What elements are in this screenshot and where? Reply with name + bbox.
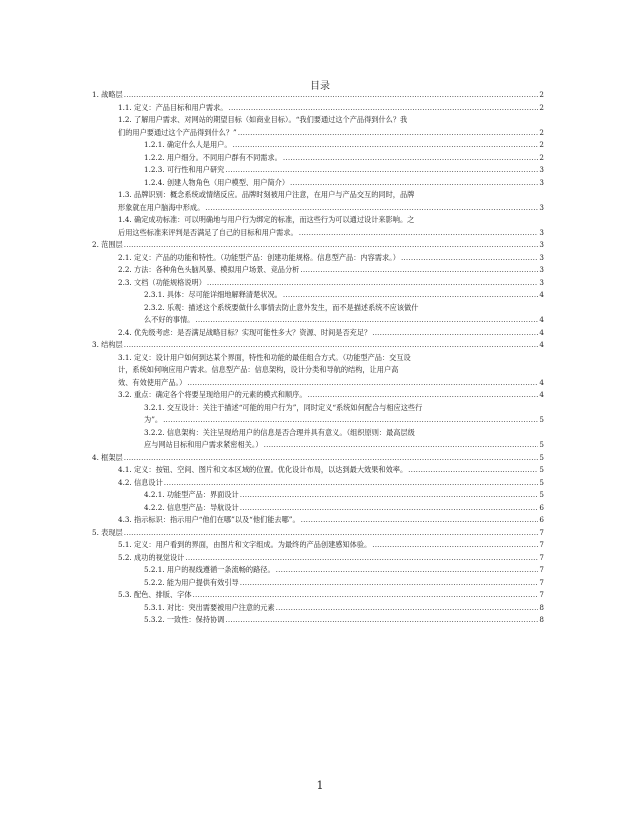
- toc-entry[interactable]: [92, 514, 544, 527]
- toc-page-number: 3: [539, 277, 544, 287]
- toc-page-number: 2: [539, 127, 544, 137]
- toc-page-number: 4: [539, 377, 544, 387]
- toc-entry[interactable]: [92, 452, 544, 465]
- toc-entry[interactable]: [92, 527, 544, 540]
- toc-leader-dots: [401, 252, 538, 265]
- toc-leader-dots: [193, 589, 539, 602]
- toc-entry[interactable]: [92, 177, 544, 190]
- toc-page-number: 5: [539, 490, 544, 499]
- toc-entry-text: 4.2.1. 功能型产品：界面设计: [144, 490, 239, 499]
- toc-entry[interactable]: [92, 189, 544, 214]
- toc-leader-dots: [207, 277, 539, 290]
- toc-entry-text: 3.1. 定义：设计用户如何到达某个界面，特性和功能的最佳组合方式。（功能型产品：交互设: [118, 352, 411, 362]
- toc-leader-dots: [308, 389, 539, 402]
- toc-entry-text: 4.3. 指示标识：指示用户“他们在哪”以及“他们能去哪”。: [118, 515, 300, 524]
- toc-page-number: 7: [539, 552, 544, 562]
- toc-entry-text: 5.2.2. 能为用户提供有效引导: [144, 577, 239, 587]
- toc-entry[interactable]: [92, 102, 544, 115]
- toc-entry-text-continued: 们的用户要通过这个产品得到什么？”: [118, 127, 237, 137]
- toc-leader-dots: [187, 377, 538, 390]
- toc-entry[interactable]: [92, 352, 544, 390]
- toc-entry-text: 4.2.2. 信息型产品：导航设计: [144, 502, 239, 512]
- toc-leader-dots: [238, 127, 539, 140]
- toc-entry-text: 5.3. 配色、排版、字体: [118, 590, 192, 599]
- toc-entry-text: 4. 框架层: [92, 452, 123, 462]
- toc-entry[interactable]: [92, 152, 544, 165]
- toc-leader-dots: [163, 414, 538, 427]
- toc-leader-dots: [301, 514, 539, 527]
- toc-leader-dots: [372, 327, 538, 340]
- toc-entry-text: 3.2. 重点：确定各个将要呈现给用户的元素的模式和顺序。: [118, 390, 307, 399]
- toc-entry-text: 5.1. 定义：用户看到的界面，由图片和文字组成。为最终的产品创建感知体验。: [118, 540, 372, 549]
- toc-leader-dots: [205, 202, 538, 215]
- toc-entry[interactable]: [92, 589, 544, 602]
- toc-leader-dots: [276, 602, 539, 615]
- toc-entry-text-continued: 为”。: [144, 415, 163, 424]
- toc-entry-text: 2.3. 文档（功能规格说明）: [118, 277, 206, 287]
- toc-title: 目录: [310, 81, 330, 92]
- toc-entry[interactable]: [92, 539, 544, 552]
- toc-entry[interactable]: [92, 489, 544, 502]
- toc-page-number: 7: [539, 565, 544, 574]
- toc-page-number: 3: [539, 227, 544, 237]
- toc-entry[interactable]: [92, 214, 544, 239]
- table-of-contents: [92, 89, 544, 627]
- toc-entry-text: 1.2.2. 用户细分。不同用户群有不同需求。: [144, 152, 282, 162]
- toc-page-number: 8: [539, 602, 544, 612]
- toc-page-number: 2: [539, 152, 544, 162]
- toc-leader-dots: [124, 452, 539, 465]
- toc-entry-text: 1. 战略层: [92, 90, 123, 99]
- toc-leader-dots: [299, 227, 539, 240]
- toc-entry[interactable]: [92, 277, 544, 290]
- toc-page-number: 5: [539, 415, 544, 424]
- toc-entry-text: 5.2. 成功的视觉设计: [118, 552, 185, 562]
- toc-entry-text: 2.3.1. 具体：尽可能详细地解释清楚状况。: [144, 290, 282, 299]
- toc-entry[interactable]: [92, 614, 544, 627]
- toc-entry[interactable]: [92, 239, 544, 252]
- toc-page-number: 3: [539, 252, 544, 262]
- toc-entry[interactable]: [92, 389, 544, 402]
- toc-leader-dots: [228, 102, 538, 115]
- toc-entry[interactable]: [92, 302, 544, 327]
- toc-leader-dots: [283, 152, 539, 165]
- toc-entry[interactable]: [92, 564, 544, 577]
- toc-page-number: 7: [539, 590, 544, 599]
- toc-page-number: 2: [539, 102, 544, 112]
- toc-leader-dots: [276, 564, 539, 577]
- toc-entry-text: 2.3.2. 乐观：描述这个系统要做什么事情去防止意外发生，而不是描述系统不应该做什: [144, 302, 419, 312]
- toc-entry-text-continued: 计，系统如何响应用户需求。信息型产品：信息架构，设计分类和导航的结构，让用户高: [118, 365, 399, 374]
- toc-leader-dots: [124, 527, 539, 540]
- toc-page-number: 7: [539, 527, 544, 537]
- toc-page-number: 3: [539, 202, 544, 212]
- toc-entry-text: 1.2.3. 可行性和用户研究: [144, 165, 225, 174]
- toc-entry-text: 1.2.1. 确定什么人是用户。: [144, 140, 232, 149]
- toc-page-number: 4: [539, 390, 544, 399]
- toc-page-number: 8: [539, 615, 544, 624]
- toc-page-number: 5: [539, 440, 544, 449]
- toc-leader-dots: [124, 339, 539, 352]
- toc-entry[interactable]: [92, 289, 544, 302]
- toc-leader-dots: [164, 477, 539, 490]
- toc-leader-dots: [283, 289, 539, 302]
- toc-entry[interactable]: [92, 339, 544, 352]
- toc-page-number: 7: [539, 577, 544, 587]
- toc-leader-dots: [240, 502, 539, 515]
- toc-entry-text-continued: 应与网站目标和用户需求紧密相关。）: [144, 440, 263, 449]
- toc-entry[interactable]: [92, 139, 544, 152]
- toc-page-number: 5: [539, 452, 544, 462]
- toc-entry-text: 5. 表现层: [92, 527, 123, 537]
- toc-page-number: 7: [539, 540, 544, 549]
- toc-entry-text-continued: 形象就在用户脑海中形成。: [118, 202, 205, 212]
- toc-entry-text: 1.1. 定义：产品目标和用户需求。: [118, 102, 228, 112]
- toc-page-number: 3: [539, 177, 544, 187]
- toc-entry-text-continued: 效、有效使用产品。）: [118, 377, 187, 387]
- toc-entry-text-continued: 后用这些标准来评判是否满足了自己的目标和用户需求。: [118, 227, 298, 237]
- toc-entry-text: 2.4. 优先级考虑：是否满足战略目标？实现可能性多大？资源、时间是否充足？: [118, 327, 372, 337]
- page-number: 1: [316, 779, 324, 792]
- toc-entry-text: 2.2. 方法：各种角色头脑风暴、模拟用户场景、竞品分析: [118, 265, 300, 274]
- toc-entry[interactable]: [92, 602, 544, 615]
- toc-entry[interactable]: [92, 552, 544, 565]
- toc-entry[interactable]: [92, 327, 544, 340]
- toc-entry[interactable]: [92, 89, 544, 102]
- toc-entry-text-continued: 么不好的事情。: [144, 315, 195, 324]
- toc-entry-text: 1.3. 品牌识别：概念系统或情绪反应。品牌时刻被用户注意，在用户与产品交互的同时，品牌: [118, 190, 415, 199]
- toc-entry-text: 1.2.4. 创建人物角色（用户模型、用户简介）: [144, 177, 290, 187]
- toc-page-number: 3: [539, 265, 544, 274]
- toc-leader-dots: [233, 139, 539, 152]
- toc-page-number: 5: [539, 477, 544, 487]
- toc-entry-text: 2. 范围层: [92, 240, 123, 249]
- toc-leader-dots: [124, 239, 539, 252]
- toc-page-number: 4: [539, 327, 544, 337]
- toc-entry-text: 3. 结构层: [92, 340, 123, 349]
- toc-entry[interactable]: [92, 464, 544, 477]
- toc-page-number: 4: [539, 315, 544, 324]
- toc-leader-dots: [124, 89, 539, 102]
- toc-entry[interactable]: [92, 477, 544, 490]
- toc-leader-dots: [185, 552, 538, 565]
- toc-leader-dots: [408, 464, 538, 477]
- toc-page-number: 3: [539, 165, 544, 174]
- toc-leader-dots: [225, 164, 538, 177]
- toc-entry-text: 4.1. 定义：按钮、空间、图片和文本区域的位置。优化设计布局，以达到最大效果和效率。: [118, 465, 408, 474]
- toc-page-number: 4: [539, 340, 544, 349]
- toc-leader-dots: [240, 489, 539, 502]
- toc-entry-text: 1.4. 确定成功标准：可以明确地与用户行为绑定的标准，而这些行为可以通过设计来影响。之: [118, 215, 415, 224]
- toc-page-number: 2: [539, 90, 544, 99]
- toc-leader-dots: [225, 614, 538, 627]
- toc-leader-dots: [372, 539, 538, 552]
- toc-entry-text: 5.3.2. 一致性：保持协调: [144, 615, 225, 624]
- toc-entry[interactable]: [92, 164, 544, 177]
- toc-leader-dots: [264, 439, 539, 452]
- toc-entry[interactable]: [92, 252, 544, 265]
- toc-page-number: 3: [539, 240, 544, 249]
- toc-entry[interactable]: [92, 114, 544, 139]
- toc-entry-text: 5.2.1. 用户的视线遵循一条流畅的路径。: [144, 565, 275, 574]
- toc-entry[interactable]: [92, 402, 544, 427]
- toc-leader-dots: [300, 264, 538, 277]
- toc-entry-text: 3.2.1. 交互设计：关注于描述“可能的用户行为”，同时定义“系统如何配合与相应这些行: [144, 402, 423, 412]
- toc-entry-text: 1.2. 了解用户需求、对网站的期望目标（如商业目标）。“我们要通过这个产品得到什么？我: [118, 115, 408, 124]
- toc-leader-dots: [290, 177, 538, 190]
- toc-entry[interactable]: [92, 264, 544, 277]
- toc-leader-dots: [240, 577, 539, 590]
- toc-entry[interactable]: [92, 427, 544, 452]
- toc-entry-text: 2.1. 定义：产品的功能和特性。（功能型产品：创建功能规格。信息型产品：内容需求。）: [118, 252, 400, 262]
- toc-page-number: 4: [539, 290, 544, 299]
- toc-page-number: 5: [539, 465, 544, 474]
- toc-page-number: 2: [539, 140, 544, 149]
- toc-entry-text: 4.2. 信息设计: [118, 477, 163, 487]
- toc-page-number: 6: [539, 515, 544, 524]
- toc-page-number: 6: [539, 502, 544, 512]
- toc-leader-dots: [195, 314, 538, 327]
- toc-entry[interactable]: [92, 502, 544, 515]
- toc-entry[interactable]: [92, 577, 544, 590]
- toc-entry-text: 5.3.1. 对比：突出需要被用户注意的元素: [144, 602, 275, 612]
- toc-entry-text: 3.2.2. 信息架构：关注呈现给用户的信息是否合理并具有意义。（组织原则：最高层级: [144, 427, 415, 437]
